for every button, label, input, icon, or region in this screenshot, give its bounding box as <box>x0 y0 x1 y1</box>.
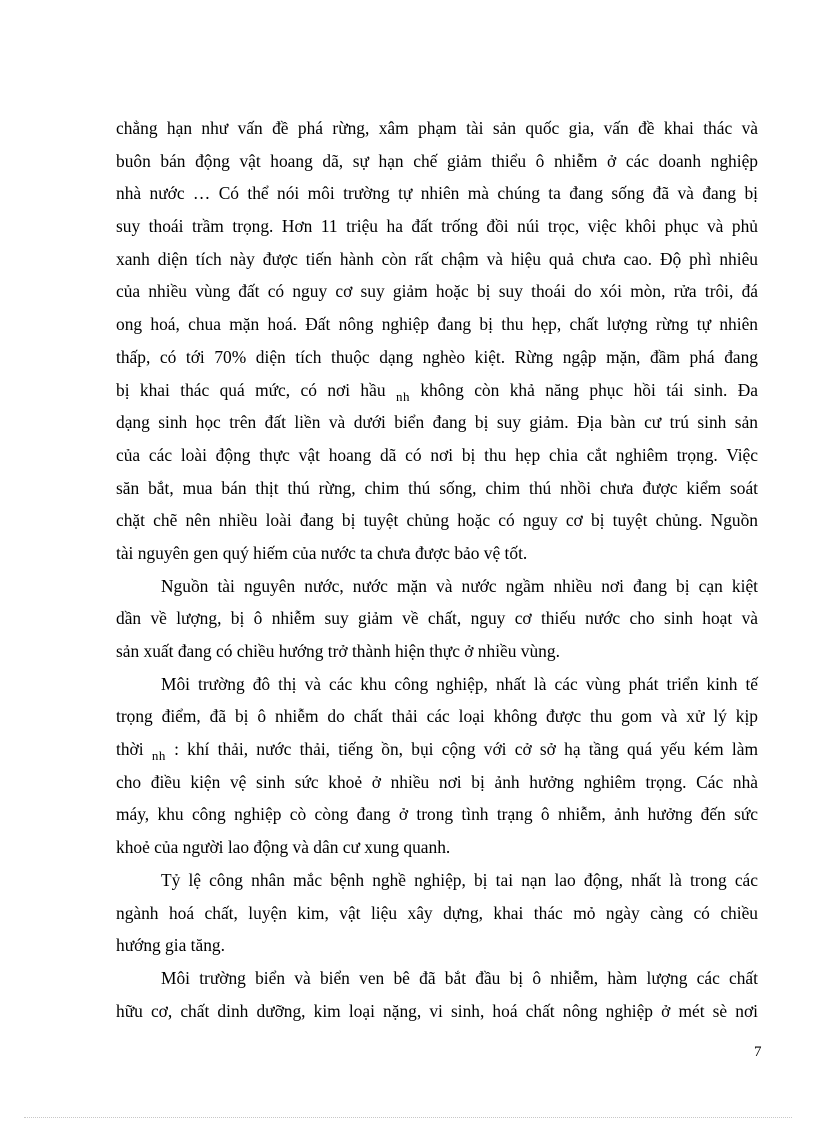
text-fragment: không còn khả năng phục hồi tái sinh. Đa <box>420 379 758 400</box>
text-line: máy, khu công nghiệp cò còng đang ở trong tình trạng ô nhiễm, ảnh hưởng đến sức <box>116 804 758 825</box>
subscript-fragment: nh <box>395 388 410 404</box>
text-line: của các loài động thực vật hoang dã có nơi bị thu hẹp chia cắt nghiêm trọng. Việc <box>116 444 758 465</box>
text-line <box>116 733 758 766</box>
text-line: xanh diện tích này được tiến hành còn rất chậm và hiệu quả chưa cao. Độ phì nhiêu <box>116 248 758 269</box>
page-footer-divider <box>24 1117 792 1118</box>
text-line: chẳng hạn như vấn đề phá rừng, xâm phạm tài sản quốc gia, vấn đề khai thác và <box>116 118 758 138</box>
text-line: cho điều kiện vệ sinh sức khoẻ ở nhiều nơi bị ảnh hưởng nghiêm trọng. Các nhà <box>116 771 758 792</box>
text-line: nhà nước … Có thể nói môi trường tự nhiên mà chúng ta đang sống đã và đang bị <box>116 183 758 204</box>
text-line: buôn bán động vật hoang dã, sự hạn chế giảm thiểu ô nhiễm ở các doanh nghiệp <box>116 150 758 171</box>
text-line: ngành hoá chất, luyện kim, vật liệu xây dựng, khai thác mỏ ngày càng có chiều <box>116 902 758 923</box>
text-fragment: : khí thải, nước thải, tiếng ồn, bụi cộng với cở sở hạ tầng quá yếu kém làm <box>174 739 758 760</box>
paragraph <box>116 668 758 864</box>
paragraph <box>116 570 758 668</box>
text-line: tài nguyên gen quý hiếm của nước ta chưa được bảo vệ tốt. <box>116 542 528 563</box>
text-line <box>116 374 758 407</box>
text-line: dần về lượng, bị ô nhiễm suy giảm về chất, nguy cơ thiếu nước cho sinh hoạt và <box>116 608 758 629</box>
text-line: Môi trường đô thị và các khu công nghiệp, nhất là các vùng phát triển kinh tế <box>161 673 758 694</box>
paragraph <box>116 864 758 962</box>
text-line: của nhiều vùng đất có nguy cơ suy giảm hoặc bị suy thoái do xói mòn, rửa trôi, đá <box>116 281 758 302</box>
text-line: sản xuất đang có chiều hướng trở thành hiện thực ở nhiều vùng. <box>116 641 560 661</box>
paragraph <box>116 962 758 1027</box>
text-line: Môi trường biển và biển ven bê đã bắt đầu bị ô nhiễm, hàm lượng các chất <box>161 967 758 988</box>
text-line: ong hoá, chua mặn hoá. Đất nông nghiệp đang bị thu hẹp, chất lượng rừng tự nhiên <box>116 314 758 335</box>
text-line: săn bắt, mua bán thịt thú rừng, chim thú sống, chim thú nhồi chưa được kiểm soát <box>116 477 758 498</box>
text-line: dạng sinh học trên đất liền và dưới biển đang bị suy giảm. Địa bàn cư trú sinh sản <box>116 412 758 433</box>
text-line: hữu cơ, chất dinh dưỡng, kim loại nặng, vi sinh, hoá chất nông nghiệp ở mét sè nơi <box>116 1000 758 1021</box>
text-line: chặt chẽ nên nhiều loài đang bị tuyệt chủng hoặc có nguy cơ bị tuyệt chủng. Nguồn <box>116 510 758 531</box>
text-line: Tỷ lệ công nhân mắc bệnh nghề nghiệp, bị tai nạn lao động, nhất là trong các <box>161 869 758 890</box>
document-body <box>116 112 758 1027</box>
text-line: trọng điểm, đã bị ô nhiễm do chất thải các loại không được thu gom và xử lý kịp <box>116 706 758 727</box>
text-line: hướng gia tăng. <box>116 935 225 956</box>
text-line: suy thoái trầm trọng. Hơn 11 triệu ha đất trống đồi núi trọc, việc khôi phục và phủ <box>116 216 758 237</box>
text-line: thấp, có tới 70% diện tích thuộc dạng nghèo kiệt. Rừng ngập mặn, đầm phá đang <box>116 346 758 367</box>
text-line: Nguồn tài nguyên nước, nước mặn và nước ngầm nhiều nơi đang bị cạn kiệt <box>161 575 758 596</box>
text-fragment: thời <box>116 739 144 760</box>
text-line: khoẻ của người lao động và dân cư xung quanh. <box>116 837 451 858</box>
page-number: 7 <box>754 1044 762 1060</box>
text-fragment: bị khai thác quá mức, có nơi hầu <box>116 379 386 400</box>
paragraph <box>116 112 758 570</box>
subscript-fragment: nh <box>151 748 166 764</box>
